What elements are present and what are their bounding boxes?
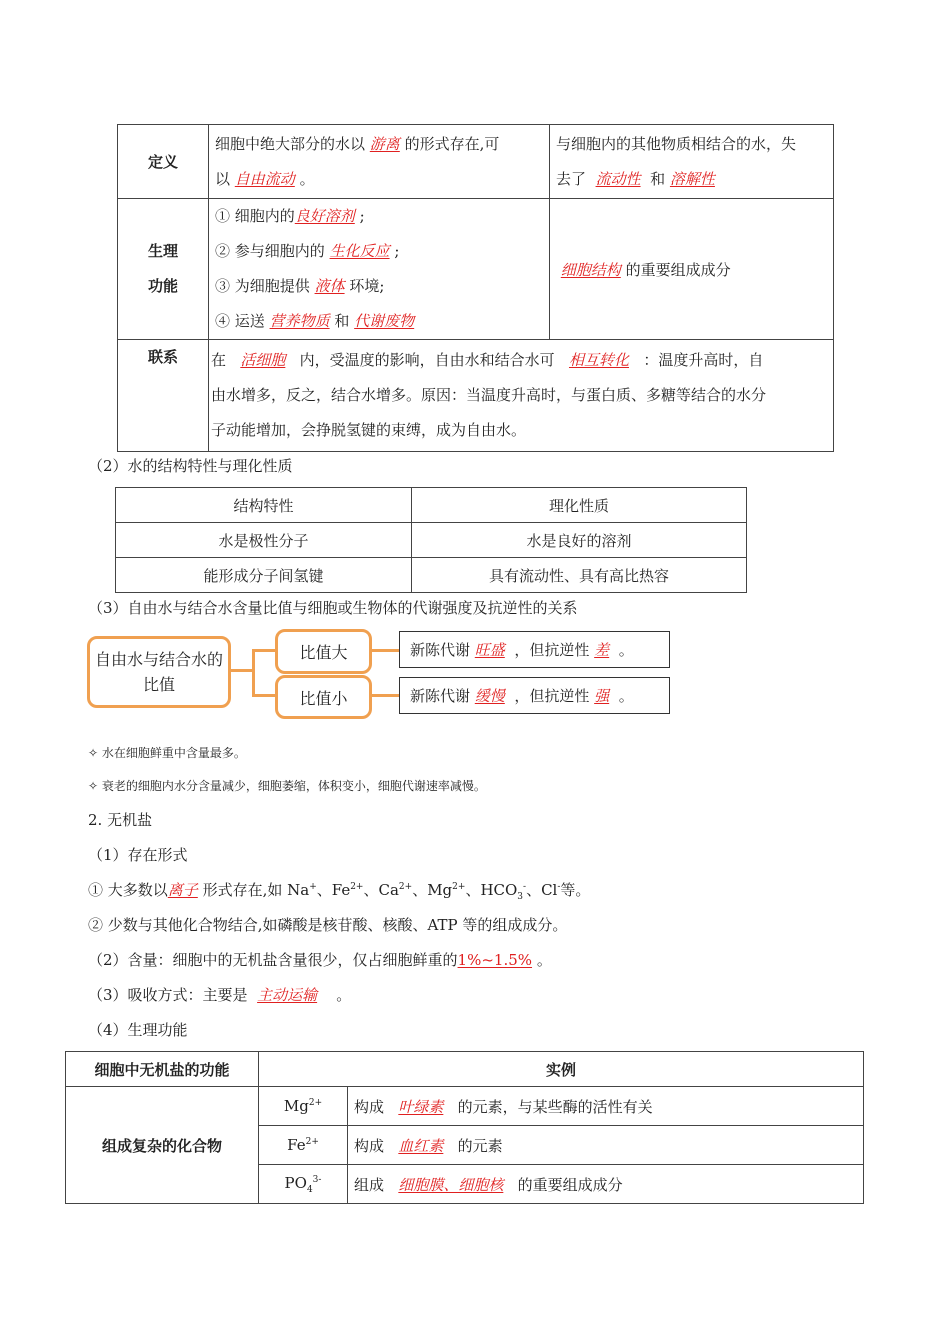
table-header: 细胞中无机盐的功能 bbox=[66, 1052, 259, 1087]
root-node: 自由水与结合水的比值 bbox=[87, 636, 231, 708]
answer: 良好溶剂 bbox=[294, 207, 355, 225]
example-cell: 构成 叶绿素 的元素，与某些酶的活性有关 bbox=[348, 1087, 864, 1126]
table-cell: 具有流动性、具有高比热容 bbox=[412, 558, 747, 593]
salt-l2: ② 少数与其他化合物结合,如磷酸是核苷酸、核酸、ATP 等的组成成分。 bbox=[88, 916, 568, 934]
func-free-cell: ① 细胞内的良好溶剂 ; ② 参与细胞内的 生化反应 ; ③ 为细胞提供 液体 环境; ④ 运送 营养物质 和 代谢废物 bbox=[209, 199, 550, 340]
def-free-cell: 细胞中绝大部分的水以 游离 的形式存在,可 以 自由流动 。 bbox=[209, 125, 550, 199]
answer: 缓慢 bbox=[474, 687, 505, 705]
salt-s3: （3）吸收方式：主要是 主动运输 。 bbox=[88, 986, 352, 1004]
rel-label: 联系 bbox=[118, 340, 209, 452]
water-table bbox=[117, 124, 834, 452]
answer: 强 bbox=[594, 687, 610, 705]
def-label: 定义 bbox=[118, 125, 209, 199]
answer: 细胞膜、细胞核 bbox=[398, 1175, 504, 1194]
answer: 营养物质 bbox=[269, 312, 330, 330]
table-cell: 水是良好的溶剂 bbox=[412, 523, 747, 558]
big-result: 新陈代谢 旺盛 ，但抗逆性 差 。 bbox=[399, 631, 670, 668]
answer: 游离 bbox=[369, 134, 400, 153]
answer: 离子 bbox=[167, 881, 198, 899]
salt-function-table bbox=[65, 1051, 864, 1204]
answer: 代谢废物 bbox=[354, 312, 415, 330]
answer: 溶解性 bbox=[669, 169, 715, 188]
ion-cell: $Fe^{2+}$ bbox=[259, 1126, 348, 1165]
table-header: 实例 bbox=[259, 1052, 864, 1087]
answer: 细胞结构 bbox=[560, 260, 621, 279]
note: ✧ 衰老的细胞内水分含量减少，细胞萎缩，体积变小，细胞代谢速率减慢。 bbox=[88, 779, 486, 793]
answer: 自由流动 bbox=[234, 169, 295, 188]
answer: 生化反应 bbox=[329, 242, 390, 260]
table-header: 理化性质 bbox=[412, 488, 747, 523]
answer: 主动运输 bbox=[257, 986, 318, 1004]
answer: 叶绿素 bbox=[398, 1097, 444, 1116]
property-table bbox=[115, 487, 747, 593]
answer: 1%~1.5% bbox=[457, 951, 533, 969]
note: ✧ 水在细胞鲜重中含量最多。 bbox=[88, 746, 246, 760]
small-result: 新陈代谢 缓慢 ，但抗逆性 强 。 bbox=[399, 677, 670, 714]
connector bbox=[252, 694, 277, 697]
answer: 流动性 bbox=[595, 169, 641, 188]
section-title: （3）自由水与结合水含量比值与细胞或生物体的代谢强度及抗逆性的关系 bbox=[88, 599, 578, 617]
answer: 血红素 bbox=[398, 1136, 444, 1155]
func-bound-cell: 细胞结构 的重要组成成分 bbox=[550, 199, 834, 340]
answer: 差 bbox=[594, 641, 610, 659]
table-header: 结构特性 bbox=[116, 488, 412, 523]
ratio-big-node: 比值大 bbox=[275, 629, 372, 674]
connector bbox=[252, 649, 255, 696]
ratio-small-node: 比值小 bbox=[275, 675, 372, 719]
connector bbox=[370, 649, 399, 652]
section-title: （2）水的结构特性与理化性质 bbox=[88, 457, 293, 475]
salt-s2: （2）含量：细胞中的无机盐含量很少，仅占细胞鲜重的1%~1.5% 。 bbox=[88, 951, 552, 969]
table-cell: 能形成分子间氢键 bbox=[116, 558, 412, 593]
salt-title: 2. 无机盐 bbox=[88, 811, 153, 829]
answer: 液体 bbox=[314, 277, 345, 295]
def-bound-cell: 与细胞内的其他物质相结合的水，失 去了 流动性 和 溶解性 bbox=[550, 125, 834, 199]
salt-l1: ① 大多数以离子 形式存在,如 Na+、$Fe^{2+}$、$Ca^{2+}$、$Mg^{2+}$、$HCO_3^-$、Cl-等。 bbox=[88, 881, 591, 902]
rel-cell: 在 活细胞 内，受温度的影响，自由水和结合水可 相互转化 ：温度升高时，自 由水增多，反之，结合水增多。原因：当温度升高时，与蛋白质、多糖等结合的水分 子动能增加，会挣脱氢键的束缚，成为自由水。 bbox=[209, 340, 834, 452]
answer: 相互转化 bbox=[568, 351, 629, 369]
connector bbox=[252, 649, 277, 652]
func-label: 生理 功能 bbox=[118, 199, 209, 340]
ion-cell: $PO_4^{3-}$ bbox=[259, 1165, 348, 1204]
group-label: 组成复杂的化合物 bbox=[66, 1087, 259, 1204]
answer: 旺盛 bbox=[474, 641, 505, 659]
salt-s4: （4）生理功能 bbox=[88, 1021, 188, 1039]
answer: 活细胞 bbox=[240, 351, 286, 369]
connector bbox=[370, 694, 399, 697]
example-cell: 构成 血红素 的元素 bbox=[348, 1126, 864, 1165]
salt-s1: （1）存在形式 bbox=[88, 846, 188, 864]
example-cell: 组成 细胞膜、细胞核 的重要组成成分 bbox=[348, 1165, 864, 1204]
table-cell: 水是极性分子 bbox=[116, 523, 412, 558]
ion-cell: $Mg^{2+}$ bbox=[259, 1087, 348, 1126]
